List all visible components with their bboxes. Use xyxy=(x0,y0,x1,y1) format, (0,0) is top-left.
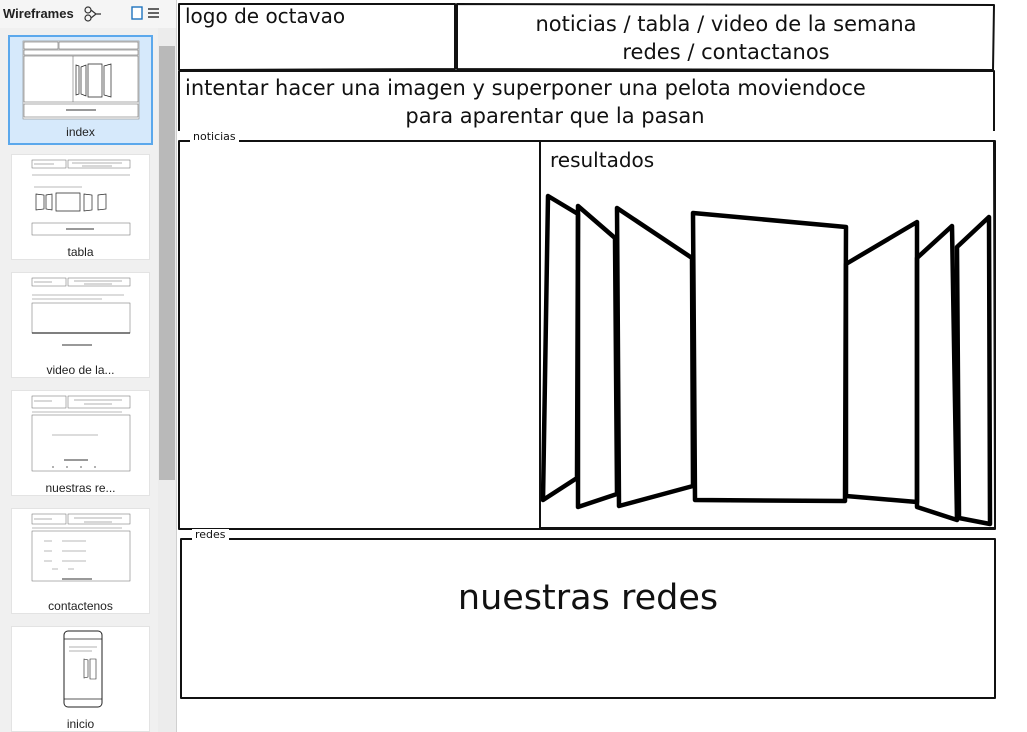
wireframes-panel xyxy=(0,0,177,732)
panel-scrollbar[interactable] xyxy=(158,28,176,732)
page-label: tabla xyxy=(67,245,94,259)
page-thumb-index[interactable] xyxy=(8,35,153,145)
hero-text-line-2: para aparentar que la pasan xyxy=(405,104,705,128)
panel-title: Wireframes xyxy=(3,6,74,21)
coverflow-sketch xyxy=(543,196,990,524)
nuestras-redes-text: nuestras redes xyxy=(457,578,719,618)
resultados-heading: resultados xyxy=(550,148,655,172)
page-preview xyxy=(22,393,142,475)
connections-icon[interactable] xyxy=(84,6,102,22)
page-thumb-inicio[interactable] xyxy=(11,626,150,732)
page-label: video de la... xyxy=(46,363,115,377)
resultados-box xyxy=(540,141,995,528)
nav-links-line-2[interactable]: redes / contactanos xyxy=(622,40,830,64)
page-thumb-nuestras-redes[interactable] xyxy=(11,390,150,496)
noticias-fieldset xyxy=(179,141,995,529)
page-label: nuestras re... xyxy=(45,481,116,495)
page-preview xyxy=(22,511,142,593)
hero-text-line-1: intentar hacer una imagen y superponer una pelota moviendoce xyxy=(185,76,866,100)
wireframe-canvas xyxy=(177,0,1027,732)
new-page-icon[interactable] xyxy=(131,6,143,20)
scrollbar-thumb[interactable] xyxy=(159,46,175,480)
page-label: inicio xyxy=(66,717,95,731)
nav-links-line-1[interactable]: noticias / tabla / video de la semana xyxy=(535,12,917,36)
page-preview xyxy=(21,39,141,121)
noticias-label: noticias xyxy=(190,131,239,143)
page-thumb-contactenos[interactable] xyxy=(11,508,150,614)
redes-fieldset xyxy=(181,539,995,698)
menu-icon[interactable] xyxy=(147,6,160,20)
page-preview xyxy=(22,275,142,357)
panel-header xyxy=(0,0,176,28)
page-thumb-video[interactable] xyxy=(11,272,150,378)
redes-label: redes xyxy=(192,529,229,541)
page-preview xyxy=(22,157,142,239)
page-label: index xyxy=(66,125,95,139)
page-preview xyxy=(22,629,142,711)
logo-text: logo de octavao xyxy=(185,4,346,28)
page-label: contactenos xyxy=(48,599,113,613)
page-thumb-tabla[interactable] xyxy=(11,154,150,260)
